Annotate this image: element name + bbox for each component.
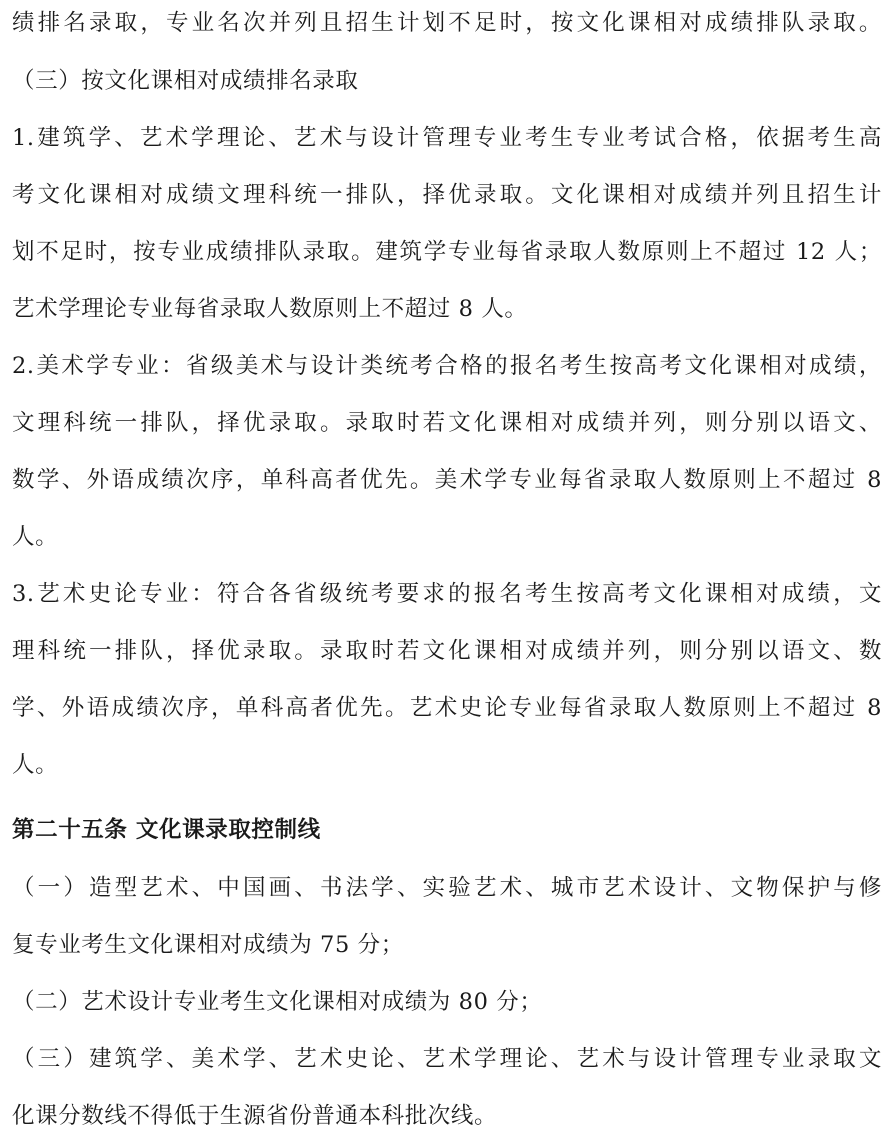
paragraph-line-6: 艺术学理论专业每省录取人数原则上不超过 8 人。 (12, 296, 528, 322)
paragraph-line-10: 人。 (12, 524, 59, 550)
paragraph-line-7: 2.美术学专业：省级美术与设计类统考合格的报名考生按高考文化课相对成绩， (12, 353, 882, 379)
paragraph-line-19: （三）建筑学、美术学、艺术史论、艺术学理论、艺术与设计管理专业录取文 (12, 1046, 882, 1072)
paragraph-line-20: 化课分数线不得低于生源省份普通本科批次线。 (12, 1103, 498, 1129)
paragraph-line-16: （一）造型艺术、中国画、书法学、实验艺术、城市艺术设计、文物保护与修 (12, 875, 882, 901)
paragraph-line-8: 文理科统一排队，择优录取。录取时若文化课相对成绩并列，则分别以语文、 (12, 410, 882, 436)
article-heading: 第二十五条 文化课录取控制线 (12, 817, 321, 843)
paragraph-line-18: （二）艺术设计专业考生文化课相对成绩为 80 分； (12, 989, 543, 1015)
paragraph-line-11: 3.艺术史论专业：符合各省级统考要求的报名考生按高考文化课相对成绩，文 (12, 581, 882, 607)
paragraph-line-4: 考文化课相对成绩文理科统一排队，择优录取。文化课相对成绩并列且招生计 (12, 182, 882, 208)
paragraph-line-17: 复专业考生文化课相对成绩为 75 分； (12, 932, 404, 958)
paragraph-line-5: 划不足时，按专业成绩排队录取。建筑学专业每省录取人数原则上不超过 12 人； (12, 239, 882, 265)
paragraph-line-13: 学、外语成绩次序，单科高者优先。艺术史论专业每省录取人数原则上不超过 8 (12, 695, 882, 721)
paragraph-line-12: 理科统一排队，择优录取。录取时若文化课相对成绩并列，则分别以语文、数 (12, 638, 882, 664)
paragraph-line-1: 绩排名录取，专业名次并列且招生计划不足时，按文化课相对成绩排队录取。 (12, 10, 882, 36)
paragraph-line-14: 人。 (12, 752, 59, 778)
paragraph-line-9: 数学、外语成绩次序，单科高者优先。美术学专业每省录取人数原则上不超过 8 (12, 467, 882, 493)
section-heading-3: （三）按文化课相对成绩排名录取 (12, 68, 359, 94)
paragraph-line-3: 1.建筑学、艺术学理论、艺术与设计管理专业考生专业考试合格，依据考生高 (12, 125, 882, 151)
